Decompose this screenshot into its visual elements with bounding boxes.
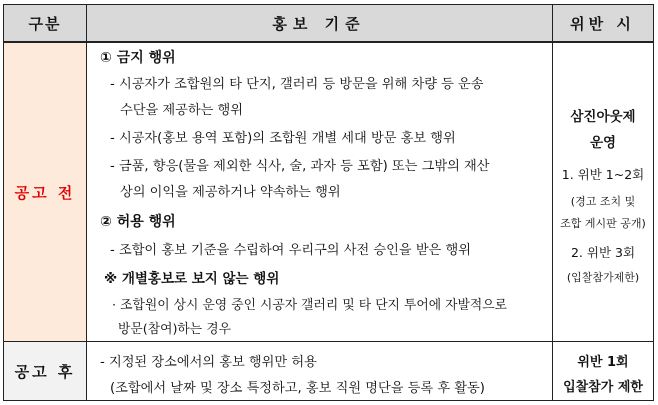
after-label: 공고 후 <box>14 362 76 381</box>
permitted-item-1: - 조합이 홍보 기준을 수립하여 우리구의 사전 승인을 받은 행위 <box>110 243 471 258</box>
penalty-step-1: 1. 위반 1~2회 <box>561 167 645 182</box>
header-violation: 위반 시 <box>570 14 635 33</box>
after-line-1: - 지정된 장소에서의 홍보 행위만 허용 <box>100 355 317 370</box>
before-penalty-cell <box>553 43 653 341</box>
penalty-step-1-detail-2: 조합 게시판 공개) <box>560 217 646 230</box>
section-permitted: ② 허용 행위 <box>100 214 176 230</box>
three-strike-title-2: 운영 <box>589 135 617 151</box>
prohibited-item-3: - 금품, 향응(물을 제외한 식사, 술, 과자 등 포함) 또는 그밖의 재산 <box>110 159 490 174</box>
header-criteria: 홍보 기준 <box>272 14 366 33</box>
penalty-step-2: 2. 위반 3회 <box>570 245 636 260</box>
prohibited-item-1-cont: 수단을 제공하는 행위 <box>120 103 244 118</box>
policy-table <box>3 4 654 401</box>
after-line-2: (조합에서 날짜 및 장소 특정하고, 홍보 직원 명단을 등록 후 활동) <box>110 381 485 396</box>
prohibited-item-3-cont: 상의 이익을 제공하거나 약속하는 행위 <box>120 185 341 200</box>
after-penalty-2: 입찰참가 제한 <box>563 380 643 395</box>
before-label: 공고 전 <box>14 183 76 202</box>
penalty-step-2-detail: (입찰참가제한) <box>566 271 640 284</box>
after-penalty-cell <box>553 342 653 400</box>
note-line-1: · 조합원이 상시 운영 중인 시공자 갤러리 및 타 단지 투어에 자발적으로 <box>112 298 507 313</box>
after-penalty-1: 위반 1회 <box>577 355 629 370</box>
penalty-step-1-detail: (경고 조치 및 <box>570 195 636 208</box>
note-line-2: 방문(참여)하는 경우 <box>118 322 231 337</box>
three-strike-title: 삼진아웃제 <box>570 109 636 125</box>
prohibited-item-1: - 시공자가 조합원의 타 단지, 갤러리 등 방문을 위해 차량 등 운송 <box>110 77 484 92</box>
note-title: ※ 개별홍보로 보지 않는 행위 <box>104 271 280 287</box>
section-prohibited: ① 금지 행위 <box>100 50 176 66</box>
header-category: 구분 <box>28 14 62 33</box>
prohibited-item-2: - 시공자(홍보 용역 포함)의 조합원 개별 세대 방문 홍보 행위 <box>110 131 456 146</box>
